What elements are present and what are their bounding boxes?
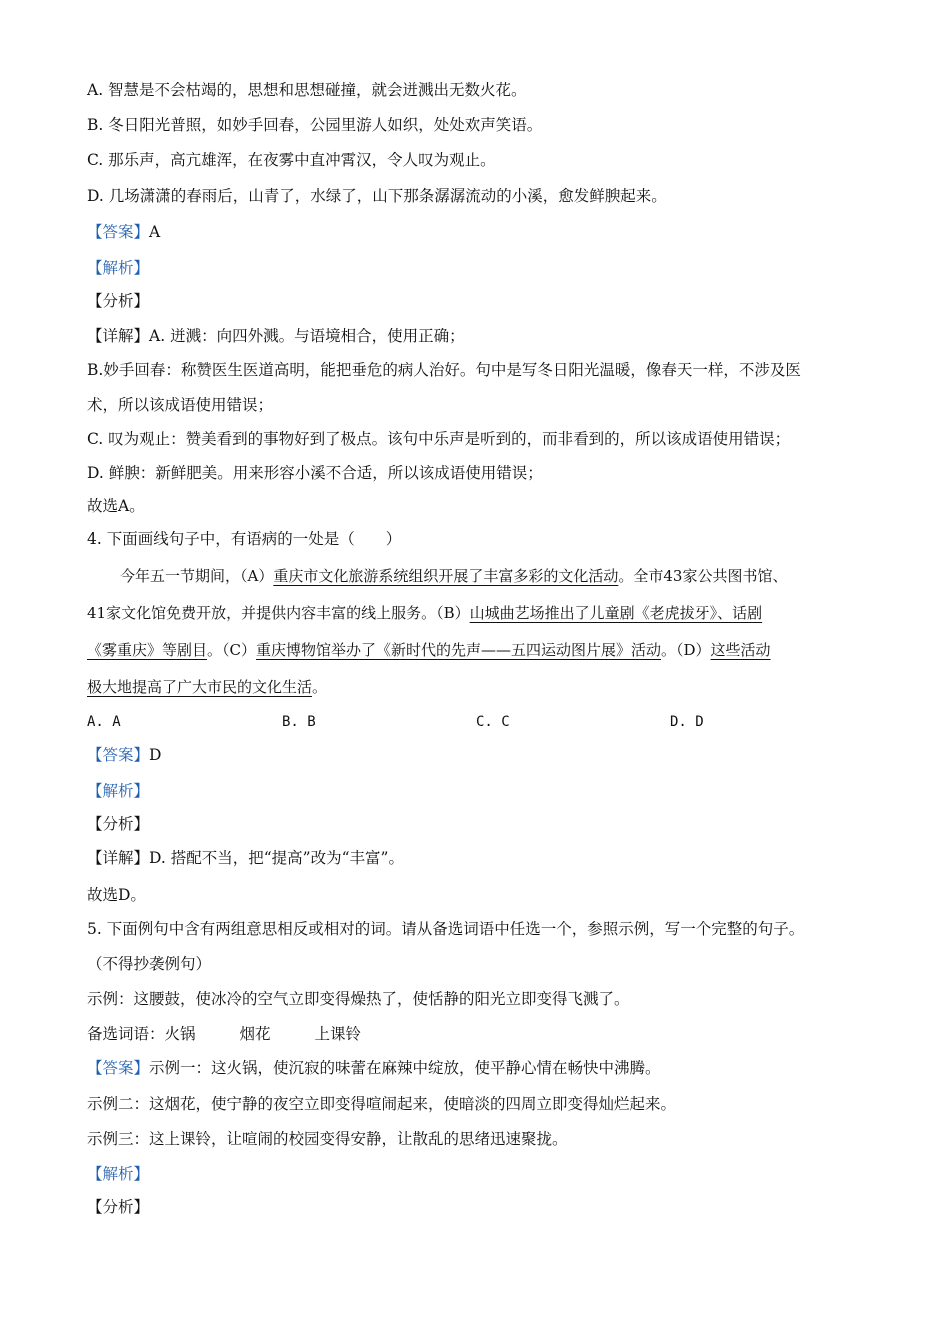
q4-choice-d: D. D — [670, 714, 704, 730]
q3-answer: A — [149, 223, 161, 241]
q4-text-segment: 。全市43家公共图书馆、 — [618, 567, 788, 585]
q4-text-segment: 41家文化馆免费开放，并提供内容丰富的线上服务。（B） — [87, 604, 470, 622]
q5-stem-1: 5. 下面例句中含有两组意思相反或相对的词。请从备选词语中任选一个，参照示例，写一个完整的句子。 — [87, 920, 805, 938]
q5-answer-1: 示例一：这火锅，使沉寂的味蕾在麻辣中绽放，使平静心情在畅快中沸腾。 — [149, 1059, 661, 1077]
q4-underline-b-part1: 山城曲艺场推出了儿童剧《老虎拔牙》、话剧 — [469, 604, 763, 622]
q3-xiangjie-tag: 【详解】 — [87, 327, 150, 345]
q5-answer-2: 示例二：这烟花，使宁静的夜空立即变得喧闹起来，使暗淡的四周立即变得灿烂起来。 — [87, 1095, 677, 1113]
q5-answer-3: 示例三：这上课铃，让喧闹的校园变得安静，让散乱的思绪迅速聚拢。 — [87, 1130, 568, 1148]
q4-answer-tag: 【答案】 — [87, 746, 150, 764]
q4-detail-line — [87, 847, 404, 869]
q4-passage-line-3 — [87, 639, 771, 661]
q5-option-3: 上课铃 — [314, 1025, 362, 1043]
q5-options-label: 备选词语： — [87, 1025, 165, 1043]
q4-choice-c: C. C — [476, 714, 510, 730]
q4-underline-d-part1: 这些活动 — [710, 641, 771, 659]
q3-answer-tag: 【答案】 — [87, 223, 150, 241]
q4-answer-line — [87, 744, 161, 766]
q3-detail-b-1: B.妙手回春：称赞医生医道高明，能把垂危的病人治好。句中是写冬日阳光温暖，像春天一样，不涉及医 — [87, 361, 801, 379]
q5-option-1: 火锅 — [164, 1025, 196, 1043]
q3-detail-a-line — [87, 325, 465, 347]
q5-answer-line-1 — [87, 1057, 661, 1079]
q3-detail-b-2: 术，所以该成语使用错误； — [87, 396, 274, 414]
q3-detail-c: C. 叹为观止：赞美看到的事物好到了极点。该句中乐声是听到的，而非看到的，所以该成语使用错误； — [87, 430, 791, 448]
q4-text-segment: 。 — [312, 678, 328, 696]
q4-detail: D. 搭配不当，把“提高”改为“丰富”。 — [149, 849, 404, 867]
q5-fenxi-tag: 【分析】 — [87, 1198, 150, 1216]
q3-fenxi-tag: 【分析】 — [87, 292, 150, 310]
q5-options-line — [87, 1023, 361, 1045]
q4-underline-c: 重庆博物馆举办了《新时代的先声——五四运动图片展》活动 — [256, 641, 662, 659]
q5-jiexi-tag: 【解析】 — [87, 1165, 150, 1183]
q4-stem: 4. 下面画线句子中，有语病的一处是（ ） — [87, 530, 402, 548]
q4-choice-a: A. A — [87, 714, 121, 730]
q3-option-b: B. 冬日阳光普照，如妙手回春，公园里游人如织，处处欢声笑语。 — [87, 116, 543, 134]
q3-option-c: C. 那乐声，高亢雄浑，在夜雾中直冲霄汉，令人叹为观止。 — [87, 151, 496, 169]
q4-underline-b-part2: 《雾重庆》等剧目 — [87, 641, 208, 659]
q4-text-segment: 。（D） — [661, 641, 711, 659]
q4-xiangjie-tag: 【详解】 — [87, 849, 150, 867]
q5-option-2: 烟花 — [239, 1025, 271, 1043]
q4-answer: D — [149, 746, 162, 764]
q3-conclusion: 故选A。 — [87, 497, 145, 515]
q5-stem-2: （不得抄袭例句） — [87, 955, 212, 973]
q5-example: 示例：这腰鼓，使冰冷的空气立即变得燥热了，使恬静的阳光立即变得飞溅了。 — [87, 990, 630, 1008]
q4-conclusion: 故选D。 — [87, 886, 146, 904]
q4-passage-line-1 — [120, 565, 787, 587]
q4-choice-b: B. B — [282, 714, 316, 730]
q3-jiexi-tag: 【解析】 — [87, 259, 150, 277]
q4-fenxi-tag: 【分析】 — [87, 815, 150, 833]
q4-passage-line-2 — [87, 602, 762, 624]
q5-answer-tag: 【答案】 — [87, 1059, 150, 1077]
q4-text-segment: 。（C） — [207, 641, 256, 659]
q3-option-d: D. 几场潇潇的春雨后，山青了，水绿了，山下那条潺潺流动的小溪，愈发鲜腴起来。 — [87, 187, 667, 205]
q3-detail-a: A. 迸溅：向四外溅。与语境相合，使用正确； — [149, 327, 465, 345]
q4-underline-a: 重庆市文化旅游系统组织开展了丰富多彩的文化活动 — [273, 567, 619, 585]
q4-jiexi-tag: 【解析】 — [87, 782, 150, 800]
q4-text-segment: 今年五一节期间，（A） — [120, 567, 274, 585]
q3-answer-line — [87, 221, 160, 243]
q4-passage-line-4 — [87, 676, 327, 698]
q3-detail-d: D. 鲜腴：新鲜肥美。用来形容小溪不合适，所以该成语使用错误； — [87, 464, 543, 482]
q3-option-a: A. 智慧是不会枯竭的，思想和思想碰撞，就会迸溅出无数火花。 — [87, 81, 527, 99]
q4-underline-d-part2: 极大地提高了广大市民的文化生活 — [87, 678, 313, 696]
